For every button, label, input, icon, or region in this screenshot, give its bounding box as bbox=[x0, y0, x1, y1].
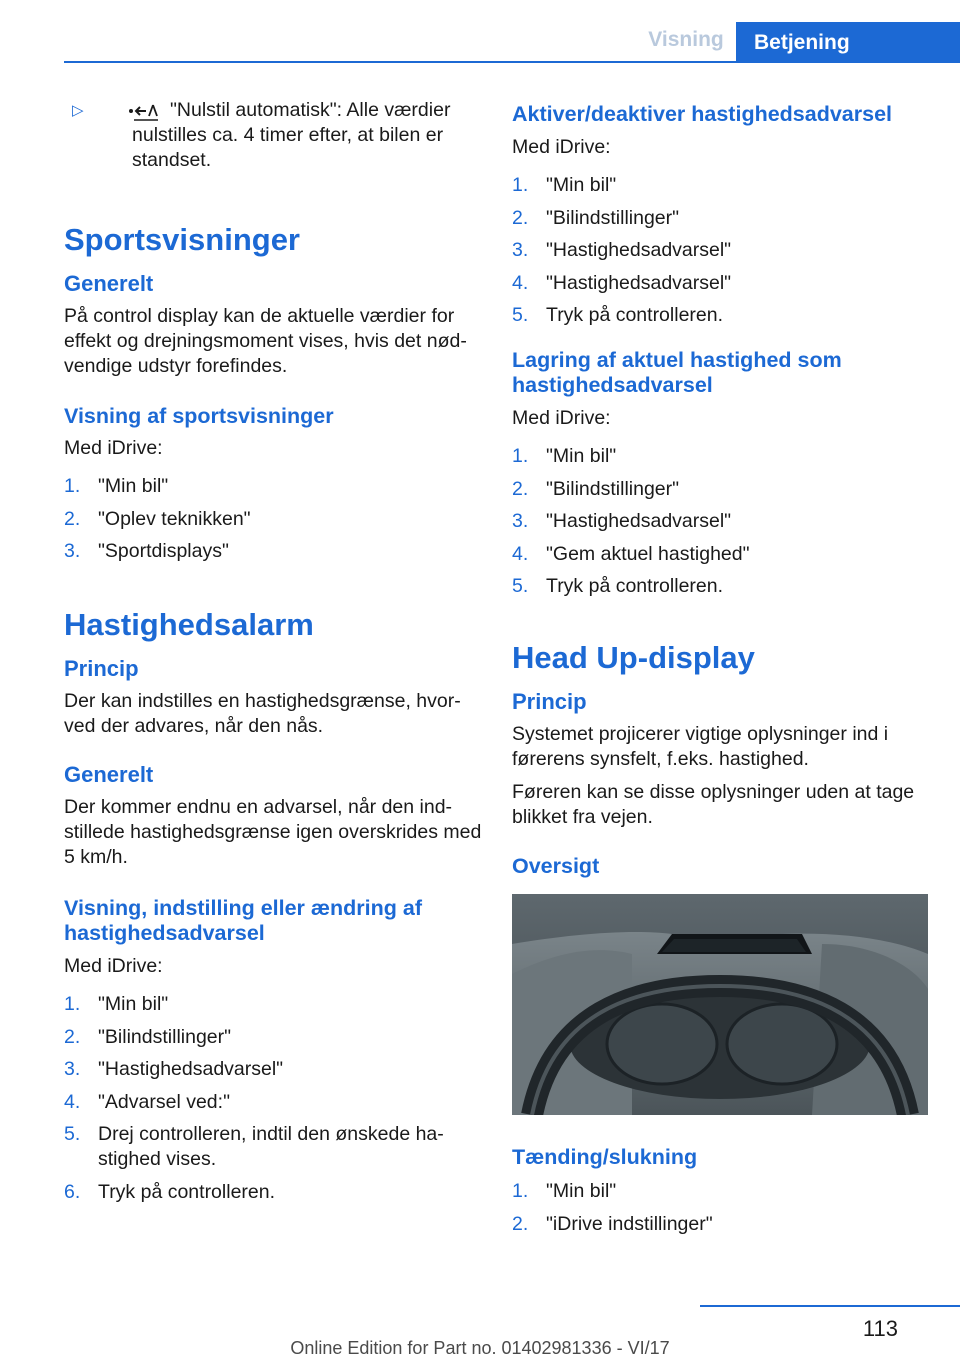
list-item: 2. "Oplev teknikken" bbox=[64, 507, 251, 530]
list-item: 1. "Min bil" bbox=[64, 475, 169, 497]
list-item: 2. "Bilindstillinger" bbox=[64, 1025, 232, 1048]
list-item: 3. "Hastighedsadvarsel" bbox=[64, 1058, 284, 1080]
list-item: 2. "iDrive indstillinger" bbox=[512, 1212, 713, 1235]
left-column bbox=[64, 98, 482, 1212]
header-rule bbox=[64, 61, 960, 63]
list-item: 5. Tryk på controlleren. bbox=[512, 575, 724, 597]
subtitle-visning: Visning af sportsvisninger bbox=[64, 404, 334, 428]
vis-ind-steps bbox=[64, 992, 482, 1205]
tab-betjening[interactable]: Betjening bbox=[736, 22, 960, 62]
list-item: 1. "Min bil" bbox=[512, 174, 617, 196]
list-item: 2. "Bilindstillinger" bbox=[512, 477, 680, 500]
list-item: 5. Drej controlleren, indtil den ønskede ha-stighed vises. bbox=[64, 1123, 444, 1170]
lagring-steps bbox=[512, 444, 930, 599]
list-item: 1. "Min bil" bbox=[512, 1180, 617, 1202]
subtitle-princip-right: Princip bbox=[512, 689, 587, 714]
subtitle-lagring: Lagring af aktuel hastighed som hastighedsadvarsel bbox=[512, 348, 842, 397]
section-title-sports: Sportsvisninger bbox=[64, 222, 300, 257]
list-item: 4. "Advarsel ved:" bbox=[64, 1090, 230, 1113]
list-item: 2. "Bilindstillinger" bbox=[512, 206, 680, 229]
list-item: 5. Tryk på controlleren. bbox=[512, 304, 724, 326]
paragraph-princip-left: Der kan indstilles en hastighedsgrænse, hvor-ved der advares, når den nås. bbox=[64, 690, 461, 737]
list-item: 4. "Hastighedsadvarsel" bbox=[512, 271, 732, 294]
subtitle-generelt-1: Generelt bbox=[64, 271, 154, 296]
list-item-reset bbox=[64, 98, 482, 173]
visning-steps bbox=[64, 474, 482, 564]
list-item: 6. Tryk på controlleren. bbox=[64, 1180, 276, 1203]
visning-intro: Med iDrive: bbox=[64, 437, 163, 459]
tab-visning[interactable]: Visning bbox=[648, 28, 724, 51]
subtitle-generelt-2: Generelt bbox=[64, 762, 154, 787]
list-item: 1. "Min bil" bbox=[512, 445, 617, 467]
subtitle-visning-indstilling: Visning, indstilling eller ændring af hastighedsadvarsel bbox=[64, 896, 422, 945]
triangle-bullet-icon: ▷ bbox=[72, 102, 84, 119]
right-column bbox=[512, 98, 930, 1244]
vis-ind-intro: Med iDrive: bbox=[64, 955, 163, 977]
footer-rule bbox=[700, 1305, 960, 1307]
paragraph-princip-right-2: Føreren kan se disse oplysninger uden at tage blikket fra vejen. bbox=[512, 781, 915, 828]
list-item: 1. "Min bil" bbox=[64, 993, 169, 1015]
reset-label: "Nulstil automatisk": Alle værdier bbox=[170, 99, 451, 121]
reset-line2: nulstilles ca. 4 timer efter, at bilen er bbox=[132, 124, 444, 146]
paragraph-generelt-1: På control display kan de aktuelle værdier for effekt og drejningsmoment vises, hvis det nød-vendige udstyr forefindes. bbox=[64, 305, 467, 377]
list-item: 3. "Hastighedsadvarsel" bbox=[512, 510, 732, 532]
section-title-hud: Head Up-display bbox=[512, 640, 755, 675]
section-title-alarm: Hastighedsalarm bbox=[64, 607, 314, 642]
subtitle-aktiver: Aktiver/deaktiver hastighedsadvarsel bbox=[512, 102, 893, 126]
edition-footer: Online Edition for Part no. 01402981336 - VI/17 bbox=[290, 1338, 670, 1358]
aktiver-steps bbox=[512, 173, 930, 328]
subtitle-princip-left: Princip bbox=[64, 656, 139, 681]
head-up-display-illustration bbox=[512, 894, 928, 1115]
trip-reset-icon bbox=[128, 102, 162, 122]
subtitle-oversigt: Oversigt bbox=[512, 854, 600, 878]
aktiver-intro: Med iDrive: bbox=[512, 136, 611, 158]
reset-line3: standset. bbox=[132, 149, 212, 171]
lagring-intro: Med iDrive: bbox=[512, 407, 611, 429]
list-item: 3. "Sportdisplays" bbox=[64, 540, 229, 562]
paragraph-generelt-2: Der kommer endnu en advarsel, når den ind-stillede hastighedsgrænse igen overskrides med 5 km/h. bbox=[64, 796, 482, 868]
list-item: 3. "Hastighedsadvarsel" bbox=[512, 239, 732, 261]
paragraph-princip-right-1: Systemet projicerer vigtige oplysninger ind i førerens synsfelt, f.eks. hastighed. bbox=[512, 723, 889, 770]
taend-steps bbox=[512, 1179, 930, 1237]
page-number: 113 bbox=[862, 1316, 898, 1341]
list-item: 4. "Gem aktuel hastighed" bbox=[512, 542, 750, 565]
subtitle-taending: Tænding/slukning bbox=[512, 1145, 698, 1169]
dashboard-photo bbox=[512, 894, 928, 1115]
